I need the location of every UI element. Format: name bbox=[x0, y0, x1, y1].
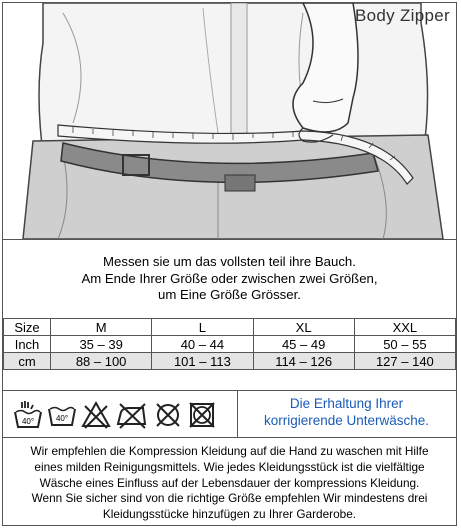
row-label: cm bbox=[4, 353, 51, 370]
no-iron-icon bbox=[115, 400, 149, 430]
care-note-line: korrigierende Unterwäsche. bbox=[263, 413, 430, 428]
care-note bbox=[239, 395, 454, 429]
instruction-line: Am Ende Ihrer Größe oder zwischen zwei Größen, bbox=[81, 270, 378, 286]
care-recommendation bbox=[5, 444, 454, 523]
size-table bbox=[3, 318, 456, 370]
size-header-cell: XXL bbox=[354, 319, 455, 336]
table-cell: 127 – 140 bbox=[354, 353, 455, 370]
no-dry-clean-icon bbox=[153, 400, 183, 430]
wash-temperature-label: 40° bbox=[21, 417, 35, 426]
waist-measurement-illustration bbox=[3, 3, 456, 240]
footer-line: Wir empfehlen die Kompression Kleidung auf die Hand zu waschen mit Hilfe bbox=[30, 444, 429, 458]
hand-wash-40-icon bbox=[13, 400, 43, 430]
row-label: Inch bbox=[4, 336, 51, 353]
wash-40-icon bbox=[47, 400, 77, 430]
brand-name: Body Zipper bbox=[355, 6, 450, 25]
instruction-line: Messen sie um das vollsten teil ihre Bauch. bbox=[103, 254, 356, 269]
measuring-instructions bbox=[3, 254, 456, 304]
table-row-inch bbox=[4, 336, 456, 353]
size-header-cell: M bbox=[51, 319, 152, 336]
footer-line: Wäsche eines Einfluss auf der Lebensdauer der kompressions Kleidung. bbox=[39, 475, 420, 490]
footer-line: Wenn Sie sicher sind von die richtige Größe empfehlen Wir mindestens drei bbox=[31, 491, 428, 506]
size-header-cell: L bbox=[152, 319, 253, 336]
table-cell: 35 – 39 bbox=[51, 336, 152, 353]
care-note-line: Die Erhaltung Ihrer bbox=[289, 396, 404, 411]
size-table-header bbox=[4, 319, 456, 336]
table-cell: 45 – 49 bbox=[253, 336, 354, 353]
no-bleach-icon bbox=[81, 400, 111, 430]
table-cell: 40 – 44 bbox=[152, 336, 253, 353]
care-band bbox=[3, 390, 456, 438]
table-cell: 88 – 100 bbox=[51, 353, 152, 370]
instruction-line: um Eine Größe Grösser. bbox=[158, 287, 301, 302]
care-divider bbox=[237, 391, 238, 437]
table-cell: 114 – 126 bbox=[253, 353, 354, 370]
size-header-cell: XL bbox=[253, 319, 354, 336]
footer-line: Kleidungsstücke hinzufügen zu Ihrer Garderobe. bbox=[102, 507, 357, 522]
measuring-tape-drawing bbox=[3, 3, 456, 239]
care-symbols bbox=[13, 398, 217, 432]
no-tumble-dry-icon bbox=[187, 400, 217, 430]
footer-line: eines milden Reinigungsmittels. Wie jedes Kleidungsstück ist die vielfältige bbox=[34, 459, 425, 474]
table-row-cm bbox=[4, 353, 456, 370]
wash-temperature-label: 40° bbox=[55, 414, 69, 423]
table-cell: 101 – 113 bbox=[152, 353, 253, 370]
table-cell: 50 – 55 bbox=[354, 336, 455, 353]
size-header-cell: Size bbox=[4, 319, 51, 336]
